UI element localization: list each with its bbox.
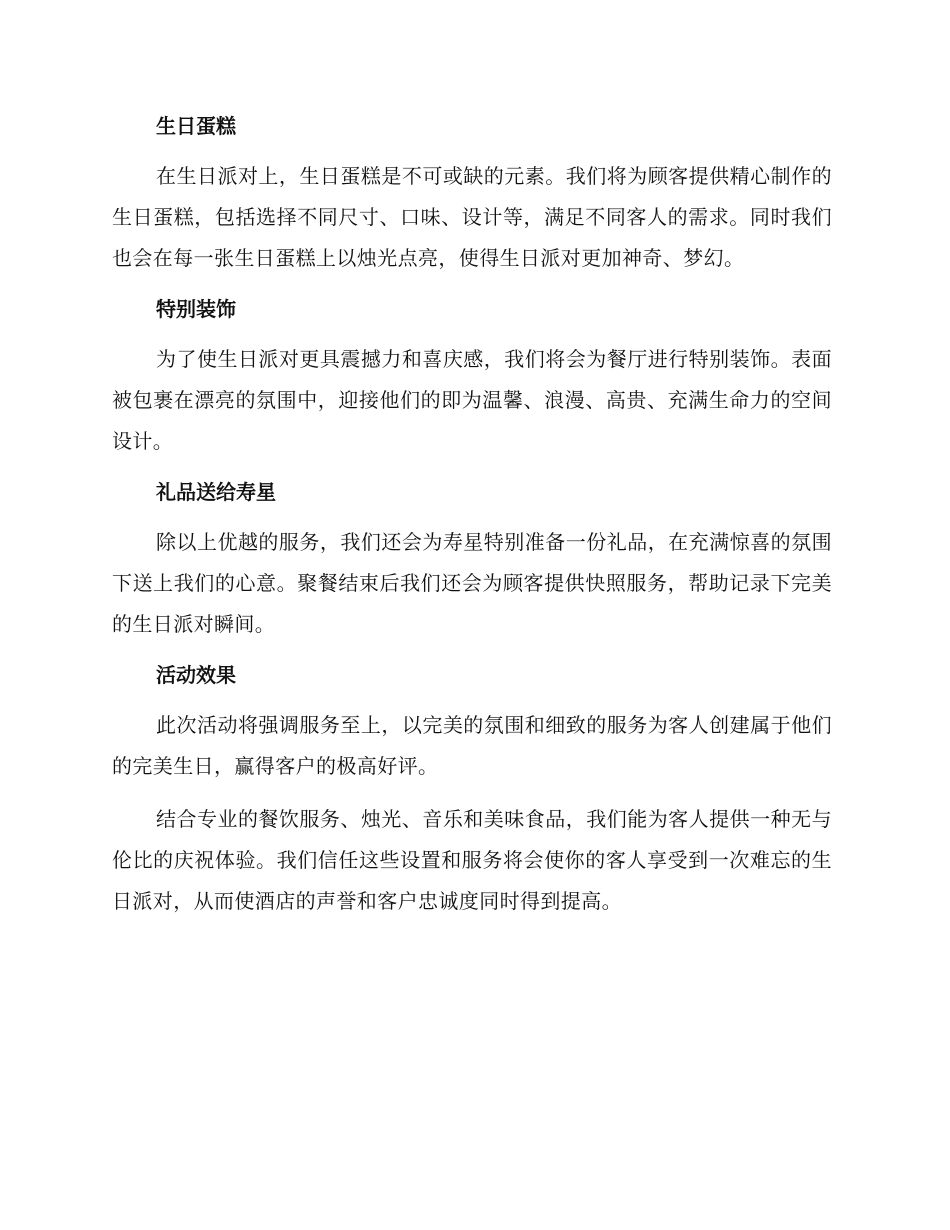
section-heading: 特别装饰 <box>156 297 236 321</box>
document-page <box>112 108 832 934</box>
section-heading: 生日蛋糕 <box>156 114 236 138</box>
section-gift <box>112 474 832 645</box>
section-special-decoration <box>112 291 832 462</box>
paragraph: 为了使生日派对更具震撼力和喜庆感，我们将会为餐厅进行特别装饰。表面被包裹在漂亮的氛围中，迎接他们的即为温馨、浪漫、高贵、充满生命力的空间设计。 <box>112 347 832 453</box>
paragraph: 此次活动将强调服务至上，以完美的氛围和细致的服务为客人创建属于他们的完美生日，赢得客户的极高好评。 <box>112 713 832 778</box>
paragraph: 除以上优越的服务，我们还会为寿星特别准备一份礼品，在充满惊喜的氛围下送上我们的心意。聚餐结束后我们还会为顾客提供快照服务，帮助记录下完美的生日派对瞬间。 <box>112 530 832 636</box>
paragraph: 在生日派对上，生日蛋糕是不可或缺的元素。我们将为顾客提供精心制作的生日蛋糕，包括选择不同尺寸、口味、设计等，满足不同客人的需求。同时我们也会在每一张生日蛋糕上以烛光点亮，使得生日派对更加神奇、梦幻。 <box>112 164 832 270</box>
section-birthday-cake <box>112 108 832 279</box>
section-heading: 活动效果 <box>156 663 236 687</box>
section-event-effect <box>112 657 832 922</box>
paragraph: 结合专业的餐饮服务、烛光、音乐和美味食品，我们能为客人提供一种无与伦比的庆祝体验。我们信任这些设置和服务将会使你的客人享受到一次难忘的生日派对，从而使酒店的声誉和客户忠诚度同时得到提高。 <box>112 807 832 913</box>
section-heading: 礼品送给寿星 <box>156 480 276 504</box>
